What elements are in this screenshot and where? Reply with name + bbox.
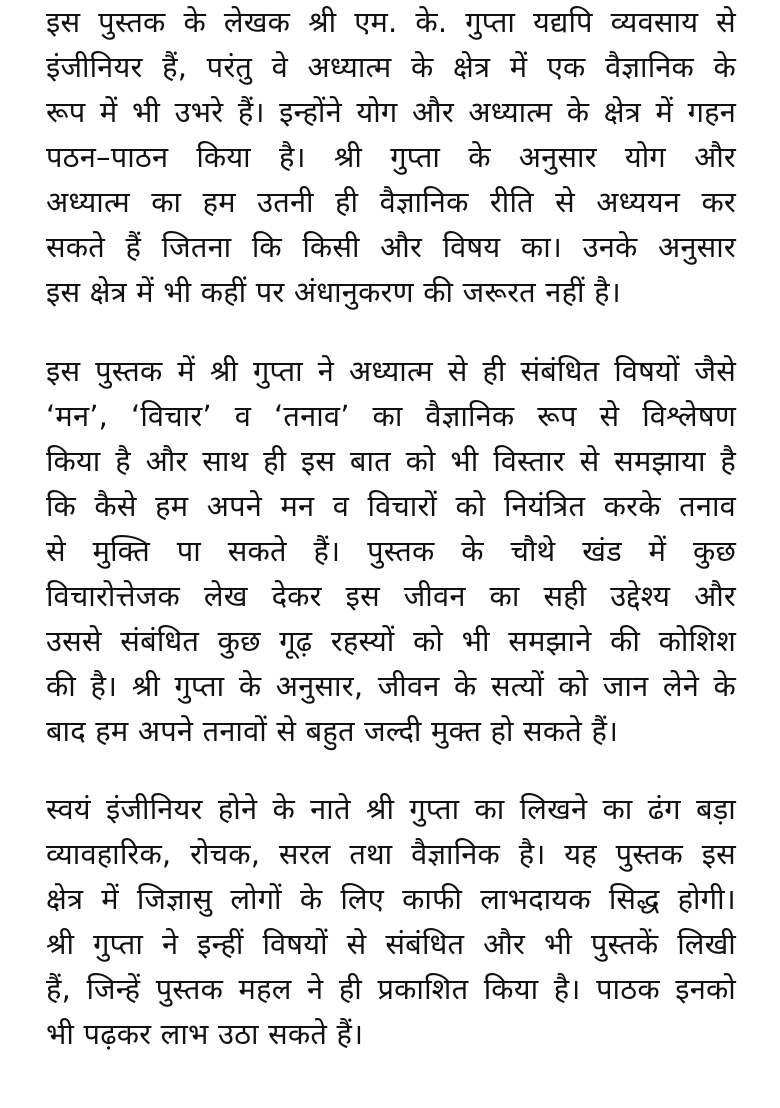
text-line: इंजीनियर हैं, परंतु वे अध्यात्म के क्षेत्र में एक वैज्ञानिक के <box>46 50 736 84</box>
text-line: अध्यात्म का हम उतनी ही वैज्ञानिक रीति से अध्ययन कर <box>46 185 736 219</box>
text-line: स्वयं इंजीनियर होने के नाते श्री गुप्ता का लिखने का ढंग बड़ा <box>46 792 736 826</box>
text-line: से मुक्ति पा सकते हैं। पुस्तक के चौथे खंड में कुछ <box>46 534 736 568</box>
text-line: पठन–पाठन किया है। श्री गुप्ता के अनुसार योग और <box>46 140 736 174</box>
text-line: की है। श्री गुप्ता के अनुसार, जीवन के सत्यों को जान लेने के <box>46 669 736 703</box>
paragraph-author-intro <box>46 0 736 315</box>
text-line: क्षेत्र में जिज्ञासु लोगों के लिए काफी लाभदायक सिद्ध होगी। <box>46 882 736 916</box>
text-line: विचारोत्तेजक लेख देकर इस जीवन का सही उद्देश्य और <box>46 579 736 613</box>
document-page <box>46 0 736 1057</box>
text-line: सकते हैं जितना कि किसी और विषय का। उनके अनुसार <box>46 230 736 264</box>
text-line: कि कैसे हम अपने मन व विचारों को नियंत्रित करके तनाव <box>46 489 736 523</box>
text-line: किया है और साथ ही इस बात को भी विस्तार से समझाया है <box>46 444 736 478</box>
text-line: उससे संबंधित कुछ गूढ़ रहस्यों को भी समझाने की कोशिश <box>46 624 736 658</box>
text-line: व्यावहारिक, रोचक, सरल तथा वैज्ञानिक है। यह पुस्तक इस <box>46 837 736 871</box>
paragraph-book-content <box>46 349 736 754</box>
text-line: ‘मन’, ‘विचार’ व ‘तनाव’ का वैज्ञानिक रूप से विश्लेषण <box>46 399 736 433</box>
text-line: इस क्षेत्र में भी कहीं पर अंधानुकरण की जरूरत नहीं है। <box>46 275 621 309</box>
text-line: बाद हम अपने तनावों से बहुत जल्दी मुक्त हो सकते हैं। <box>46 714 619 748</box>
text-line: श्री गुप्ता ने इन्हीं विषयों से संबंधित और भी पुस्तकें लिखी <box>46 927 736 961</box>
text-line: इस पुस्तक में श्री गुप्ता ने अध्यात्म से ही संबंधित विषयों जैसे <box>46 354 736 388</box>
text-line: इस पुस्तक के लेखक श्री एम. के. गुप्ता यद्यपि व्यवसाय से <box>46 5 736 39</box>
text-line: हैं, जिन्हें पुस्तक महल ने ही प्रकाशित किया है। पाठक इनको <box>46 972 736 1006</box>
text-line: रूप में भी उभरे हैं। इन्होंने योग और अध्यात्म के क्षेत्र में गहन <box>46 95 736 129</box>
paragraph-writing-style <box>46 787 736 1057</box>
text-line: भी पढ़कर लाभ उठा सकते हैं। <box>46 1017 364 1051</box>
